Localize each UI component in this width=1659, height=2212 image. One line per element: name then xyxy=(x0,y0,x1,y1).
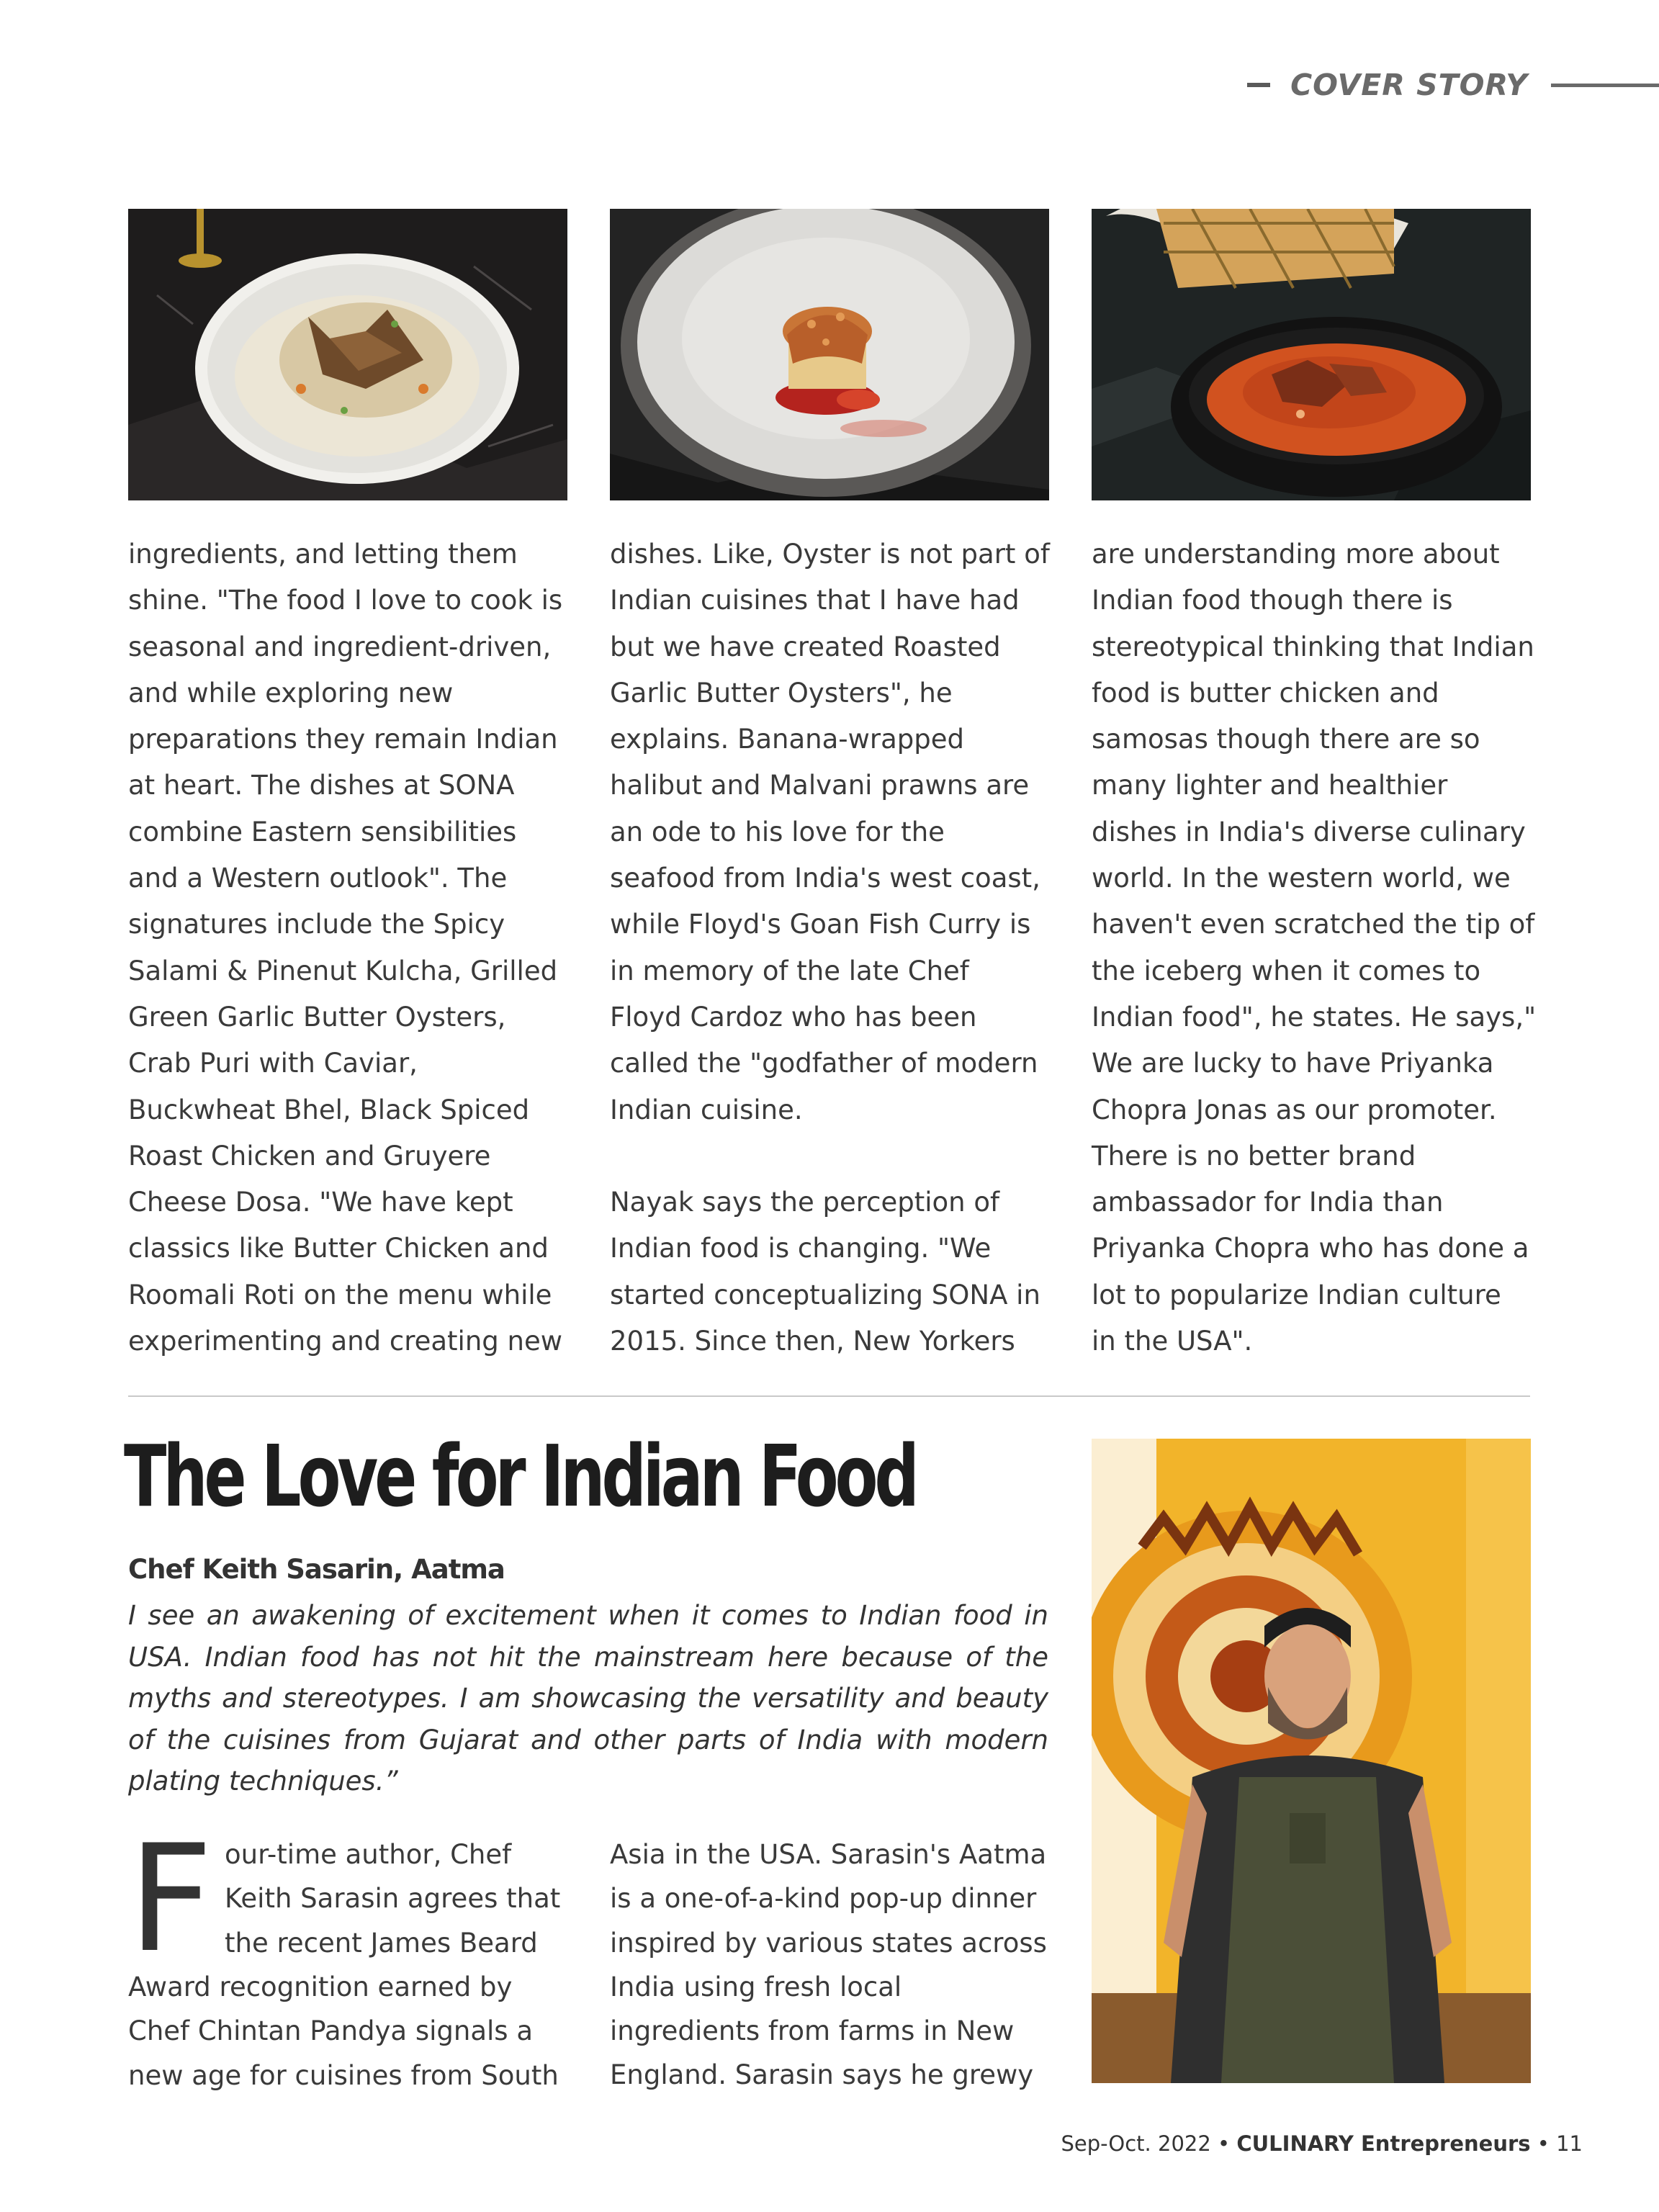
food-photo-icon xyxy=(128,209,567,500)
page-footer xyxy=(1061,2131,1583,2156)
biryani-bowl-photo xyxy=(128,209,567,500)
body-column-3: are understanding more about Indian food though there is stereotypical thinking that Indian food is butter chicken and samosas though there are so many lighter and healthier dishes in India's diverse culinary world. In the western world, we haven't even scratched the tip of the iceberg when it comes to Indian food", he states. He says," We are lucky to have Priyanka Chopra Jonas as our promoter. There is no better brand ambassador for India than Priyanka Chopra who has done a lot to popularize Indian culture in the USA". xyxy=(1092,539,1537,1357)
feature-body-column-2: Asia in the USA. Sarasin's Aatma is a one-of-a-kind pop-up dinner inspired by various states across India using fresh local ingredients from farms in New England. Sarasin says he grewy xyxy=(610,1839,1047,2091)
feature-headline: The Love for Indian Food xyxy=(124,1426,916,1526)
feature-body-indented: our-time author, Chef Keith Sarasin agrees that the recent James Beard xyxy=(225,1839,561,1959)
pull-quote: I see an awakening of excitement when it comes to Indian food in USA. Indian food has not hit the mainstream here because of the myths and stereotypes. I am showcasing the versatility and beauty of the cuisines from Gujarat and other parts of India with modern plating techniques.” xyxy=(128,1600,1048,1797)
person-photo-icon xyxy=(1092,1439,1531,2083)
body-column-1: ingredients, and letting them shine. "The food I love to cook is seasonal and ingredient-driven, and while exploring new preparations they remain Indian at heart. The dishes at SONA combine Eastern sensibilities and a Western outlook". The signatures include the Spicy Salami & Pinenut Kulcha, Grilled Green Garlic Butter Oysters, Crab Puri with Caviar, Buckwheat Bhel, Black Spiced Roast Chicken and Gruyere Cheese Dosa. "We have kept classics like Butter Chicken and Roomali Roti on the menu while experimenting and creating new xyxy=(128,539,563,1357)
section-divider xyxy=(128,1395,1530,1397)
section-rule xyxy=(1551,84,1659,87)
footer-bullet: • xyxy=(1218,2131,1231,2156)
body-column-2-paragraph-2: Nayak says the perception of Indian food is changing. "We started conceptualizing SONA in 2015. Since then, New Yorkers xyxy=(610,1187,1040,1357)
food-photo-icon xyxy=(610,209,1049,500)
food-photo-icon xyxy=(1092,209,1531,500)
section-tag xyxy=(1247,63,1659,107)
chef-portrait-photo xyxy=(1092,1439,1531,2083)
feature-byline: Chef Keith Sasarin, Aatma xyxy=(128,1554,505,1585)
curry-and-bread-basket-photo xyxy=(1092,209,1531,500)
body-column-2: dishes. Like, Oyster is not part of Indian cuisines that I have had but we have created Roasted Garlic Butter Oysters", he explains. Banana-wrapped halibut and Malvani prawns are an ode to his love for the seafood from India's west coast, while Floyd's Goan Fish Curry is in memory of the late Chef Floyd Cardoz who has been called the "godfather of modern Indian cuisine. xyxy=(610,539,1050,1125)
drop-cap: F xyxy=(128,1814,213,1985)
page-number: 11 xyxy=(1556,2131,1583,2156)
issue-date: Sep-Oct. 2022 xyxy=(1061,2131,1211,2156)
magazine-name: CULINARY Entrepreneurs xyxy=(1236,2131,1531,2156)
feature-body-column-1: Award recognition earned by Chef Chintan Pandya signals a new age for cuisines from South xyxy=(128,1972,559,2091)
section-label: COVER STORY xyxy=(1290,68,1528,102)
crispy-tower-dish-photo xyxy=(610,209,1049,500)
footer-bullet-2: • xyxy=(1537,2131,1550,2156)
section-dash xyxy=(1247,83,1270,87)
